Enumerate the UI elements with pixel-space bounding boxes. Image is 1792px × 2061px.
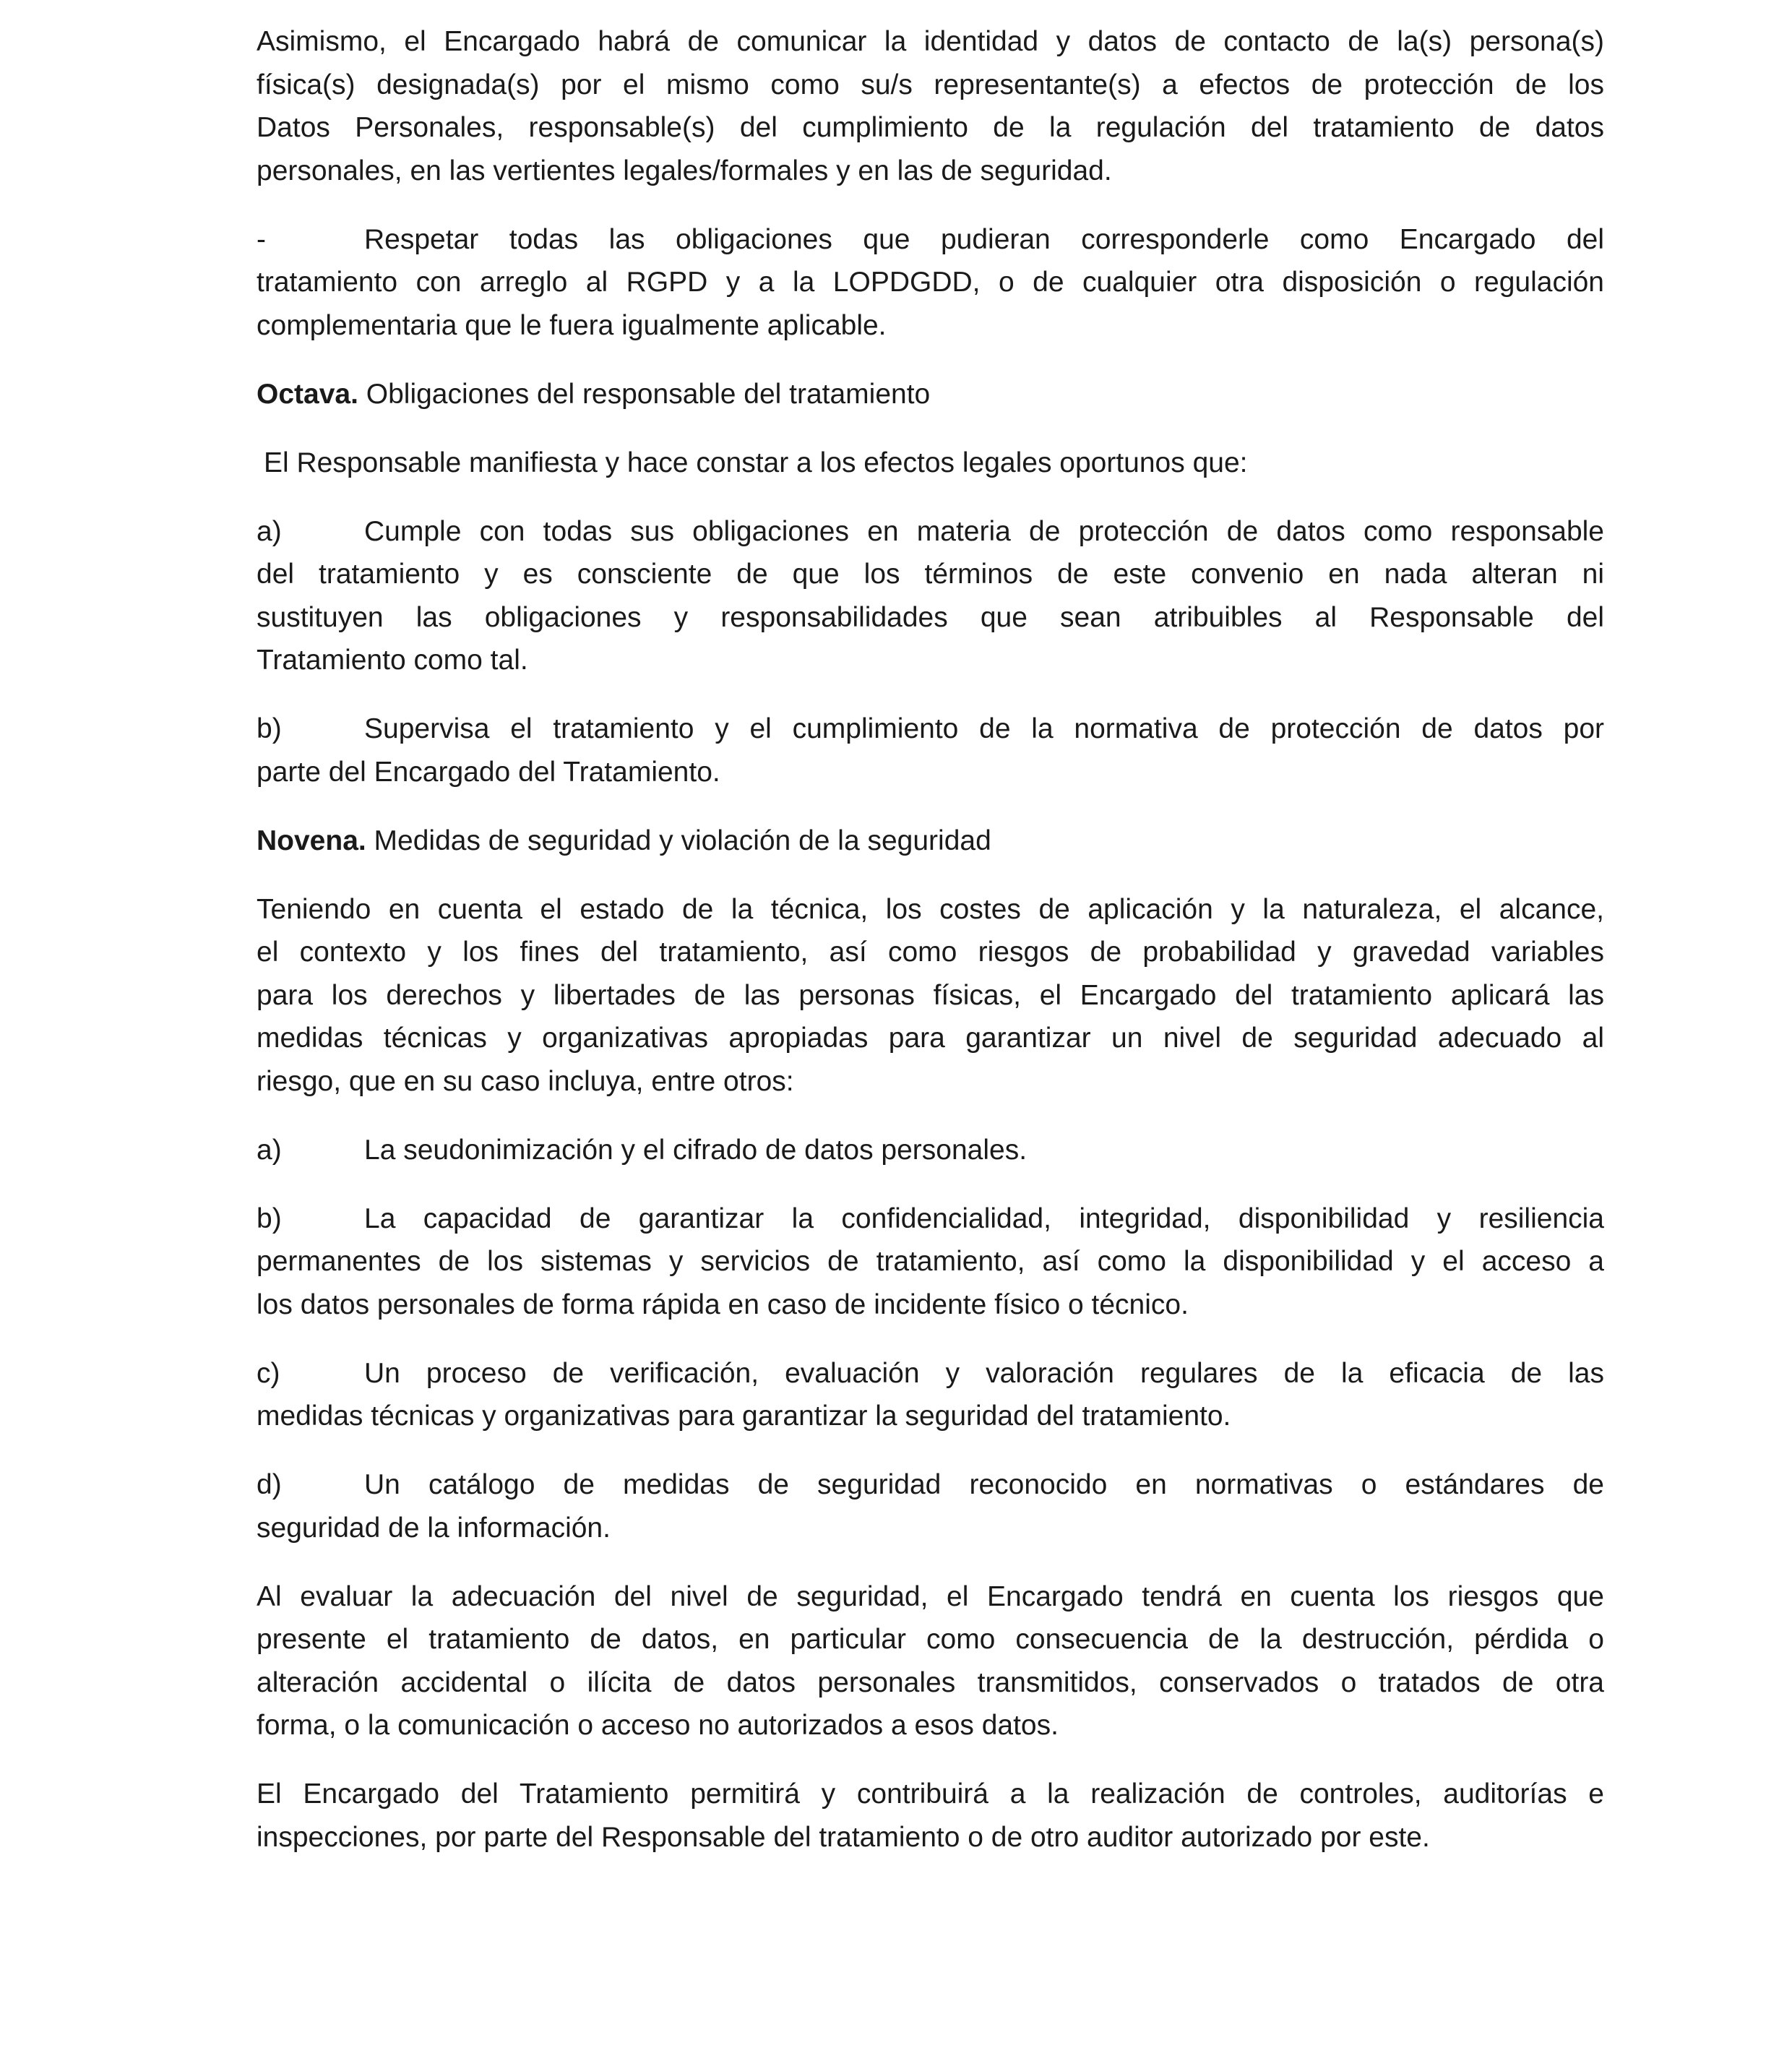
list-marker: b) — [257, 1202, 282, 1234]
paragraph — [257, 1575, 1604, 1747]
text-line: El Encargado del Tratamiento permitirá y contribuirá a la realización de controles, auditorías e — [257, 1778, 1604, 1810]
line-text: Un proceso de verificación, evaluación y valoración regulares de la eficacia de las — [364, 1357, 1604, 1389]
list-marker: a) — [257, 515, 282, 547]
text-line — [257, 510, 1604, 554]
line-text: Un catálogo de medidas de seguridad reconocido en normativas o estándares de — [364, 1469, 1604, 1500]
text-line: medidas técnicas y organizativas apropiadas para garantizar un nivel de seguridad adecuado al — [257, 1023, 1604, 1054]
heading-line — [257, 373, 1604, 416]
section-heading — [257, 373, 1604, 416]
text-line: alteración accidental o ilícita de datos personales transmitidos, conservados o tratados de otra — [257, 1666, 1604, 1698]
section-heading — [257, 819, 1604, 863]
text-line — [257, 1463, 1604, 1507]
text-line: tratamiento con arreglo al RGPD y a la LOPDGDD, o de cualquier otra disposición o regulación — [257, 267, 1604, 298]
heading-number: Novena. — [257, 825, 366, 856]
text-line — [257, 218, 1604, 262]
text-line: del tratamiento y es consciente de que los términos de este convenio en nada alteran ni — [257, 559, 1604, 590]
text-line: El Responsable manifiesta y hace constar a los efectos legales oportunos que: — [264, 447, 1248, 478]
paragraph — [257, 888, 1604, 1103]
text-line — [257, 1352, 1604, 1395]
text-line — [257, 707, 1604, 751]
list-marker: d) — [257, 1469, 282, 1500]
heading-line — [257, 819, 1604, 863]
list-marker: - — [257, 223, 266, 255]
text-line: Asimismo, el Encargado habrá de comunicar la identidad y datos de contacto de la(s) persona(s) — [257, 26, 1604, 57]
text-line: Tratamiento como tal. — [257, 645, 528, 676]
document-page — [257, 20, 1604, 1885]
list-item — [257, 1129, 1604, 1172]
list-item — [257, 707, 1604, 793]
text-line: personales, en las vertientes legales/formales y en las de seguridad. — [257, 155, 1112, 186]
heading-title: Medidas de seguridad y violación de la seguridad — [366, 825, 991, 856]
text-line: física(s) designada(s) por el mismo como su/s representante(s) a efectos de protección de los — [257, 69, 1604, 100]
line-text: Respetar todas las obligaciones que pudieran corresponderle como Encargado del — [364, 223, 1604, 255]
text-line: parte del Encargado del Tratamiento. — [257, 756, 720, 788]
text-line: presente el tratamiento de datos, en particular como consecuencia de la destrucción, pérdida o — [257, 1624, 1604, 1655]
text-line: sustituyen las obligaciones y responsabilidades que sean atribuibles al Responsable del — [257, 601, 1604, 633]
text-line: el contexto y los fines del tratamiento, así como riesgos de probabilidad y gravedad variables — [257, 937, 1604, 968]
text-line: Teniendo en cuenta el estado de la técnica, los costes de aplicación y la naturaleza, el alcance, — [257, 893, 1604, 925]
list-item — [257, 1352, 1604, 1438]
text-line: permanentes de los sistemas y servicios de tratamiento, así como la disponibilidad y el acceso a — [257, 1246, 1604, 1277]
paragraph — [257, 442, 1604, 485]
list-item — [257, 510, 1604, 682]
text-line: medidas técnicas y organizativas para garantizar la seguridad del tratamiento. — [257, 1400, 1231, 1432]
text-line: los datos personales de forma rápida en caso de incidente físico o técnico. — [257, 1288, 1189, 1320]
text-line: para los derechos y libertades de las personas físicas, el Encargado del tratamiento aplicará las — [257, 979, 1604, 1011]
text-line: forma, o la comunicación o acceso no autorizados a esos datos. — [257, 1710, 1059, 1741]
list-marker: b) — [257, 713, 282, 744]
list-marker: a) — [257, 1134, 282, 1166]
list-item — [257, 1463, 1604, 1549]
list-item — [257, 218, 1604, 348]
paragraph — [257, 1773, 1604, 1859]
text-line: Datos Personales, responsable(s) del cumplimiento de la regulación del tratamiento de datos — [257, 112, 1604, 143]
line-text: La seudonimización y el cifrado de datos personales. — [364, 1134, 1028, 1166]
text-line: complementaria que le fuera igualmente aplicable. — [257, 309, 887, 341]
paragraph — [257, 20, 1604, 192]
heading-title: Obligaciones del responsable del tratamiento — [358, 378, 931, 410]
text-line: Al evaluar la adecuación del nivel de seguridad, el Encargado tendrá en cuenta los riesgos que — [257, 1580, 1604, 1612]
line-text: Supervisa el tratamiento y el cumplimiento de la normativa de protección de datos por — [364, 713, 1604, 744]
line-text: La capacidad de garantizar la confidencialidad, integridad, disponibilidad y resiliencia — [364, 1202, 1604, 1234]
list-item — [257, 1197, 1604, 1327]
list-marker: c) — [257, 1357, 280, 1389]
text-line: seguridad de la información. — [257, 1512, 611, 1544]
text-line: riesgo, que en su caso incluya, entre otros: — [257, 1065, 794, 1097]
heading-number: Octava. — [257, 378, 358, 410]
text-line: inspecciones, por parte del Responsable del tratamiento o de otro auditor autorizado por este. — [257, 1821, 1430, 1853]
text-line — [257, 1197, 1604, 1241]
line-text: Cumple con todas sus obligaciones en materia de protección de datos como responsable — [364, 515, 1604, 547]
text-line — [257, 1129, 1604, 1172]
